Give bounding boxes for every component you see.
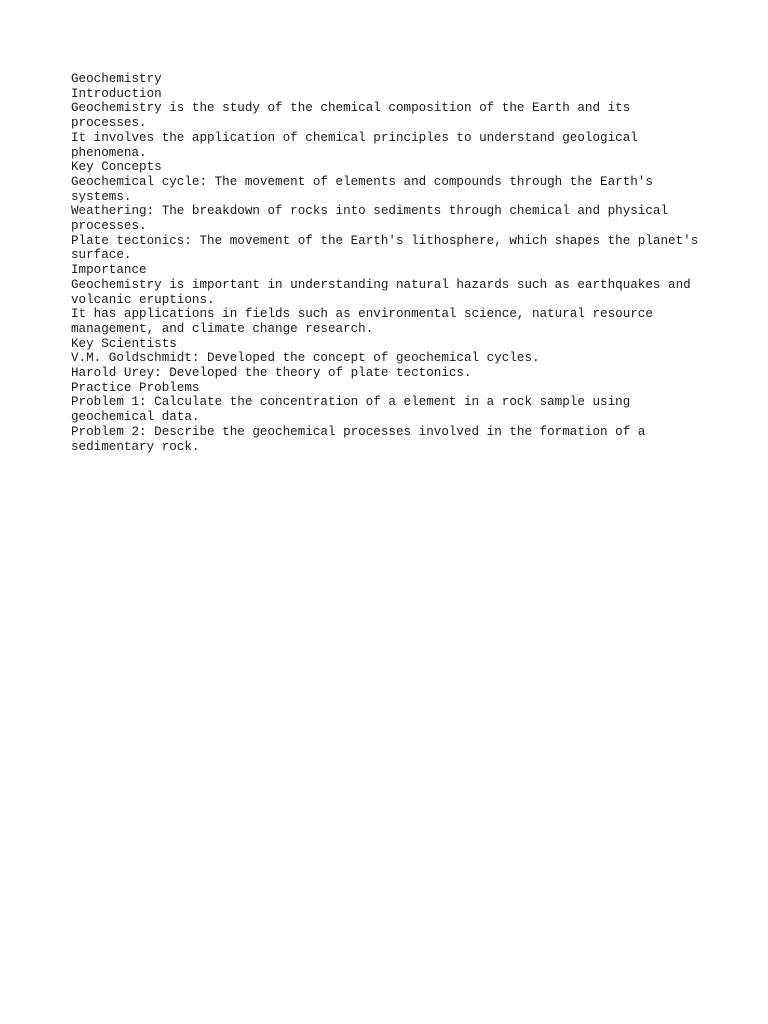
document-title: Geochemistry [71,72,162,86]
concept-plate-tectonics: Plate tectonics: The movement of the Earth's lithosphere, which shapes the planet's surface. [71,233,706,263]
practice-problem-2: Problem 2: Describe the geochemical processes involved in the formation of a sedimentary rock. [71,424,653,454]
importance-paragraph-1: Geochemistry is important in understanding natural hazards such as earthquakes and volcanic eruptions. [71,277,699,307]
intro-paragraph-1: Geochemistry is the study of the chemical composition of the Earth and its processes. [71,101,638,131]
section-heading-introduction: Introduction [71,86,162,101]
document-body [71,72,711,454]
importance-paragraph-2: It has applications in fields such as environmental science, natural resource management, and climate change research. [71,307,661,336]
section-heading-importance: Importance [71,263,147,278]
intro-paragraph-2: It involves the application of chemical principles to understand geological phenomena. [71,130,646,160]
section-heading-key-scientists: Key Scientists [71,336,177,351]
concept-weathering: Weathering: The breakdown of rocks into sediments through chemical and physical processes. [71,204,676,234]
section-heading-key-concepts: Key Concepts [71,160,162,175]
practice-problem-1: Problem 1: Calculate the concentration of a element in a rock sample using geochemical data. [71,395,638,425]
section-heading-practice-problems: Practice Problems [71,380,200,395]
scientist-urey: Harold Urey: Developed the theory of plate tectonics. [71,366,472,381]
concept-geochemical-cycle: Geochemical cycle: The movement of elements and compounds through the Earth's systems. [71,174,661,204]
scientist-goldschmidt: V.M. Goldschmidt: Developed the concept of geochemical cycles. [71,351,540,366]
